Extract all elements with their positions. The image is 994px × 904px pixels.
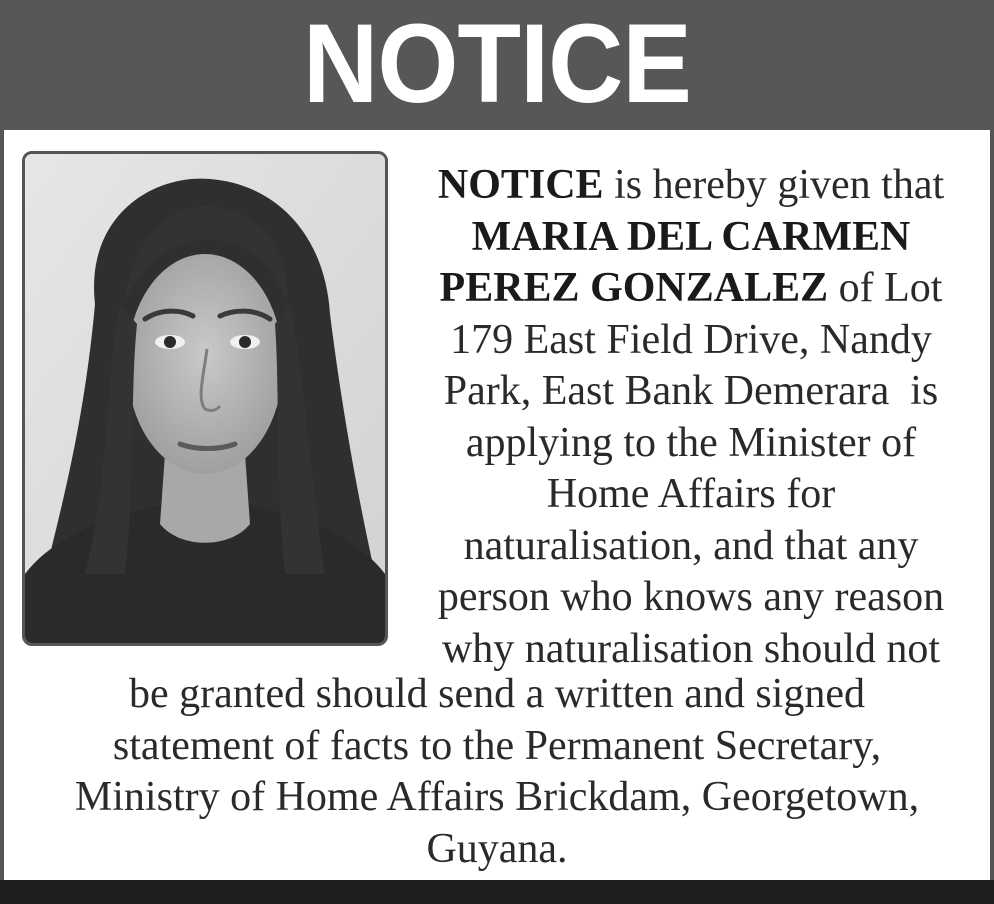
- notice-line-6: applying to the Minister of: [465, 419, 917, 466]
- applicant-name-line-1: MARIA DEL CARMEN: [471, 213, 911, 260]
- notice-line-13: Ministry of Home Affairs Brickdam, Georgetown,: [74, 774, 920, 820]
- notice-line-12: statement of facts to the Permanent Secretary,: [112, 722, 882, 769]
- notice-line-11: be granted should send a written and signed: [129, 671, 865, 717]
- notice-lead-rest: is hereby given that: [603, 162, 945, 208]
- header-title: NOTICE: [303, 1, 691, 126]
- notice-line-14: Guyana.: [426, 825, 568, 872]
- notice-side-text: [404, 160, 978, 675]
- address-line-2: Park, East Bank Demerara is: [443, 368, 939, 414]
- notice-lead-word: NOTICE: [437, 162, 604, 208]
- portrait-photo: [22, 151, 388, 646]
- address-line-1: 179 East Field Drive, Nandy: [450, 316, 932, 363]
- notice-line-10: why naturalisation should not: [441, 625, 941, 672]
- notice-line-7: Home Affairs for: [546, 471, 836, 517]
- notice-line-9: person who knows any reason: [437, 574, 945, 620]
- footer-bar: [0, 880, 994, 904]
- notice-bottom-text: [20, 669, 974, 875]
- notice-line-8: naturalisation, and that any: [463, 522, 919, 569]
- applicant-name-line-2: PEREZ GONZALEZ of Lot: [439, 265, 943, 311]
- notice-header: [0, 0, 994, 130]
- notice-line-1: [404, 160, 978, 212]
